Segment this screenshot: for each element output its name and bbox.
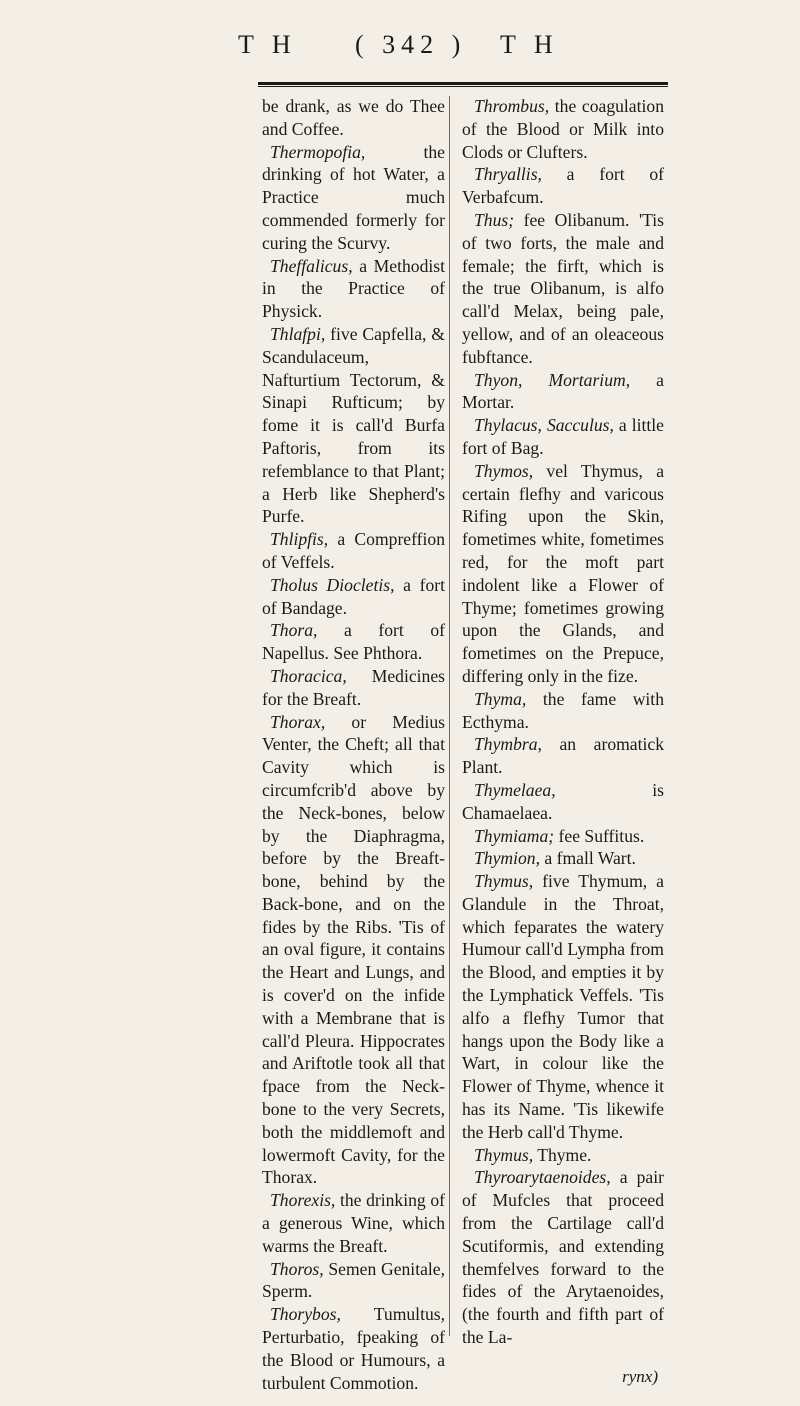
entry: Thymiama; fee Suffitus. [474,825,645,846]
entry: Thlipfis, a Compreffion of Veffels. [262,529,445,572]
running-header [0,30,800,70]
entry: Thymus, Thyme. [474,1144,592,1165]
entry: Thyma, the fame with Ecthyma. [462,688,664,732]
entry: Thora, a fort of Napellus. See Phthora. [262,620,445,664]
entry: Thyroarytaenoides, a pair of Mufcles that proceed from the Cartilage call'd Scutiformis, and extending themfelves forward to the fides of the Arytaenoides, (the fourth and fifth part of the La- [462,1167,664,1348]
right-column [462,95,664,1406]
header-rule [258,82,668,85]
entry: Thylacus, Sacculus, a little fort of Bag. [462,415,664,458]
header-rule-thin [258,86,668,87]
entry: Thus; fee Olibanum. 'Tis of two forts, the male and female; the firft, which is the true Olibanum, is alfo call'd Melax, being pale, yellow, and of an oleaceous fubftance. [462,209,664,367]
header-left: T H [238,30,297,59]
column-divider [449,96,450,1336]
left-column [262,95,445,1394]
entry: Thorax, or Medius Venter, the Cheft; all that Cavity which is circumfcrib'd above by the Neck-bones, below by the Diaphragma, before by the Breaft-bone, behind by the Back-bone, and on the fides by the Ribs. 'Tis of an oval figure, it contains the Heart and Lungs, and is cover'd on the infide with a Membrane that is call'd Pleura. Hippocrates and Ariftotle took all that fpace from the Neck-bone to the very Secrets, both the middlemoft and lowermoft Cavity, for the Thorax. [262,711,445,1188]
header-right: T H [500,30,559,59]
page-number: ( 342 ) [355,30,467,59]
entry: Thorybos, Tumultus, Perturbatio, fpeaking of the Blood or Humours, a turbulent Commotion. [262,1304,445,1393]
entry: Thymelaea, is Chamaelaea. [462,779,664,823]
entry: Thymos, vel Thymus, a certain flefhy and varicous Rifing upon the Skin, fometimes white, fometimes red, for the moft part indolent like a Flower of Thyme; fometimes growing upon the Glands, and fometimes on the Prepuce, differing only in the fize. [462,460,664,686]
catchword: rynx) [622,1366,658,1386]
entry: Thymus, five Thymum, a Glandule in the Throat, which feparates the watery Humour call'd Lympha from the Blood, and empties it by the Lymphatick Veffels. 'Tis alfo a flefhy Tumor that hangs upon the Body like a Wart, in colour like the Flower of Thyme, whence it has its Name. 'Tis likewife the Herb call'd Thyme. [462,871,664,1142]
entry: Thoros, Semen Genitale, Sperm. [262,1258,445,1302]
entry: Thoracica, Medicines for the Breaft. [262,665,445,709]
entry: Thymbra, an aromatick Plant. [462,734,664,778]
entry: Thymion, a fmall Wart. [474,848,636,869]
entry: Theffalicus, a Methodist in the Practice of Physick. [262,255,445,322]
entry: Thryallis, a fort of Verbafcum. [462,164,664,208]
entry: Thrombus, the coagulation of the Blood or Milk into Clods or Clufters. [462,96,664,162]
entry: Tholus Diocletis, a fort of Bandage. [262,574,445,618]
entry: be drank, as we do Thee and Coffee. [262,96,445,139]
entry: Thermopofia, the drinking of hot Water, a Practice much commended formerly for curing the Scurvy. [262,141,445,253]
entry: Thorexis, the drinking of a generous Wine, which warms the Breaft. [262,1190,445,1256]
entry: Thyon, Mortarium, a Mortar. [462,369,664,413]
entry: Thlafpi, five Capfella, & Scandulaceum, Nafturtium Tectorum, & Sinapi Rufticum; by fome it is call'd Burfa Paftoris, from its refemblance to that Plant; a Herb like Shepherd's Purfe. [262,323,445,527]
